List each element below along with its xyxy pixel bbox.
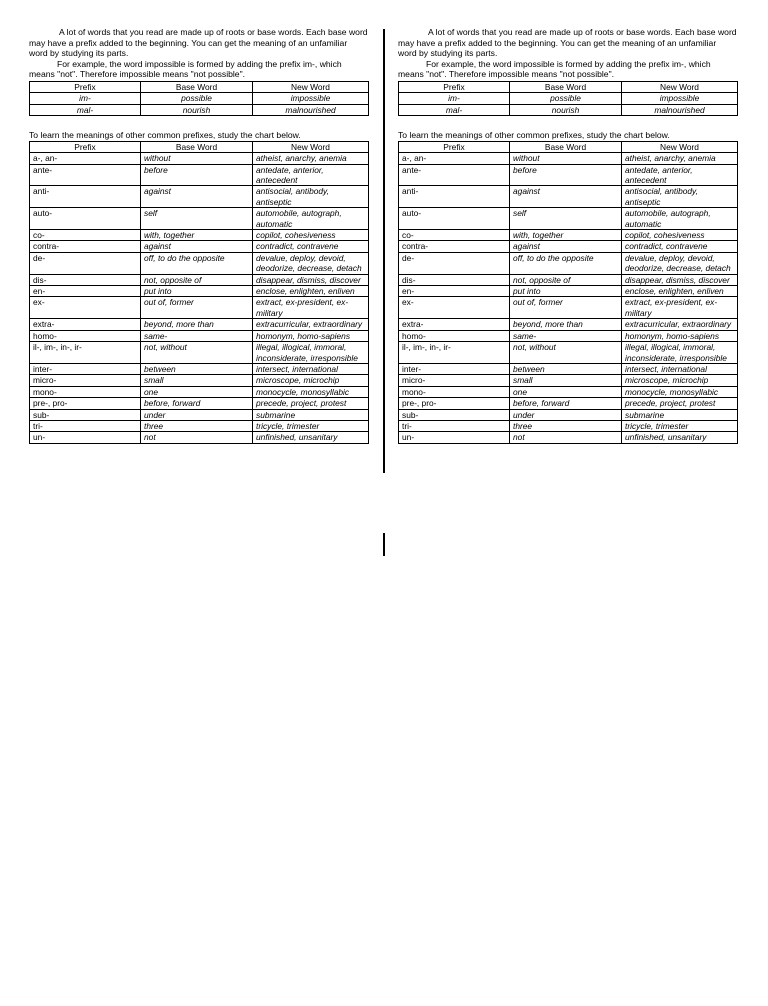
base-word-cell: possible [510,93,622,104]
base-word-cell: beyond, more than [510,319,622,330]
base-word-cell: one [141,386,253,397]
new-word-cell: tricycle, trimester [622,420,738,431]
new-word-cell: atheist, anarchy, anemia [622,153,738,164]
base-word-cell: with, together [510,230,622,241]
chart-intro: To learn the meanings of other common prefixes, study the chart below. [29,130,301,141]
new-word-cell: homonym, homo-sapiens [622,330,738,341]
new-word-cell: tricycle, trimester [253,420,369,431]
prefix-row [30,386,369,397]
header-new-word: New Word [253,81,369,92]
prefix-cell: a-, an- [399,153,510,164]
prefix-cell: inter- [30,363,141,374]
prefix-row [399,330,738,341]
header-base-word: Base Word [141,81,253,92]
base-word-cell: before [141,164,253,186]
example-table-body [399,93,738,116]
base-word-cell: same- [141,330,253,341]
base-word-cell: under [510,409,622,420]
prefix-cell: micro- [30,375,141,386]
base-word-cell: not, opposite of [141,274,253,285]
prefix-row [30,409,369,420]
base-word-cell: against [510,186,622,208]
prefix-cell: de- [399,252,510,274]
prefix-cell: anti- [399,186,510,208]
base-word-cell: beyond, more than [141,319,253,330]
base-word-cell: nourish [141,104,253,115]
base-word-cell: without [510,153,622,164]
header-new-word: New Word [622,81,738,92]
base-word-cell: before, forward [510,398,622,409]
base-word-cell: against [141,186,253,208]
prefix-row [399,286,738,297]
new-word-cell: extract, ex-president, ex-military [253,297,369,319]
prefix-row [30,432,369,443]
new-word-cell: contradict, contravene [253,241,369,252]
new-word-cell: malnourished [622,104,738,115]
prefix-cell: homo- [30,330,141,341]
prefix-cell: mono- [30,386,141,397]
prefix-cell: sub- [399,409,510,420]
header-prefix: Prefix [30,81,141,92]
base-word-cell: without [141,153,253,164]
new-word-cell: automobile, autograph, automatic [622,208,738,230]
cut-mark-line [383,533,385,556]
prefix-cell: contra- [30,241,141,252]
prefix-row [30,241,369,252]
prefix-cell: mal- [30,104,141,115]
base-word-cell: three [510,420,622,431]
prefix-cell: mal- [399,104,510,115]
new-word-cell: antisocial, antibody, antiseptic [253,186,369,208]
prefix-row [399,398,738,409]
prefix-cell: mono- [399,386,510,397]
table-header-row [399,81,738,92]
new-word-cell: disappear, dismiss, discover [622,274,738,285]
prefix-cell: co- [399,230,510,241]
new-word-cell: automobile, autograph, automatic [253,208,369,230]
base-word-cell: between [141,363,253,374]
prefix-cell: dis- [30,274,141,285]
new-word-cell: contradict, contravene [622,241,738,252]
new-word-cell: microscope, microchip [253,375,369,386]
intro-paragraph-1: A lot of words that you read are made up of roots or base words. Each base word may have a prefix added to the beginning. You can get the meaning of an unfamiliar word by studying its parts. [29,27,368,59]
prefix-row [30,186,369,208]
prefix-cell: extra- [30,319,141,330]
prefix-cell: homo- [399,330,510,341]
new-word-cell: precede, project, protest [622,398,738,409]
prefix-cell: sub- [30,409,141,420]
example-row [30,104,369,115]
prefix-row [399,375,738,386]
prefix-row [30,286,369,297]
prefix-cell: auto- [30,208,141,230]
new-word-cell: extracurricular, extraordinary [253,319,369,330]
base-word-cell: self [141,208,253,230]
prefix-cell: micro- [399,375,510,386]
prefix-cell: ex- [399,297,510,319]
base-word-cell: with, together [141,230,253,241]
header-new-word: New Word [253,141,369,152]
prefix-cell: un- [30,432,141,443]
prefix-row [30,398,369,409]
prefix-row [30,164,369,186]
header-prefix: Prefix [399,141,510,152]
prefix-cell: il-, im-, in-, ir- [399,342,510,364]
prefix-row [30,375,369,386]
prefix-cell: pre-, pro- [399,398,510,409]
new-word-cell: disappear, dismiss, discover [253,274,369,285]
prefix-cell: dis- [399,274,510,285]
new-word-cell: unfinished, unsanitary [622,432,738,443]
new-word-cell: atheist, anarchy, anemia [253,153,369,164]
base-word-cell: one [510,386,622,397]
base-word-cell: not [510,432,622,443]
chart-intro: To learn the meanings of other common prefixes, study the chart below. [398,130,670,141]
base-word-cell: not, without [510,342,622,364]
new-word-cell: impossible [253,93,369,104]
prefix-cell: im- [399,93,510,104]
prefix-cell: de- [30,252,141,274]
header-prefix: Prefix [399,81,510,92]
intro-paragraph-2: For example, the word impossible is formed by adding the prefix im-, which means "not". Therefore impossible means "not possible". [398,58,711,80]
table-header-row [399,141,738,152]
example-table [29,81,369,116]
base-word-cell: off, to do the opposite [510,252,622,274]
prefix-row [30,274,369,285]
prefix-table [29,141,369,444]
new-word-cell: submarine [253,409,369,420]
base-word-cell: self [510,208,622,230]
prefix-cell: im- [30,93,141,104]
prefix-cell: un- [399,432,510,443]
new-word-cell: antedate, anterior, antecedent [253,164,369,186]
prefix-table-body [399,153,738,444]
base-word-cell: against [510,241,622,252]
prefix-row [399,153,738,164]
header-base-word: Base Word [141,141,253,152]
prefix-cell: inter- [399,363,510,374]
base-word-cell: nourish [510,104,622,115]
prefix-cell: a-, an- [30,153,141,164]
prefix-row [399,297,738,319]
base-word-cell: not [141,432,253,443]
prefix-row [399,363,738,374]
new-word-cell: antedate, anterior, antecedent [622,164,738,186]
header-base-word: Base Word [510,81,622,92]
base-word-cell: out of, former [141,297,253,319]
base-word-cell: possible [141,93,253,104]
new-word-cell: monocycle, monosyllabic [622,386,738,397]
prefix-row [399,230,738,241]
base-word-cell: between [510,363,622,374]
prefix-row [30,297,369,319]
base-word-cell: three [141,420,253,431]
base-word-cell: not, without [141,342,253,364]
prefix-row [399,319,738,330]
prefix-row [30,230,369,241]
prefix-cell: pre-, pro- [30,398,141,409]
new-word-cell: intersect, international [622,363,738,374]
new-word-cell: antisocial, antibody, antiseptic [622,186,738,208]
example-row [399,93,738,104]
base-word-cell: before [510,164,622,186]
header-prefix: Prefix [30,141,141,152]
new-word-cell: extracurricular, extraordinary [622,319,738,330]
new-word-cell: copilot, cohesiveness [253,230,369,241]
prefix-row [399,252,738,274]
left-column [29,27,368,444]
new-word-cell: illegal, illogical, immoral, inconsiderate, irresponsible [253,342,369,364]
new-word-cell: devalue, deploy, devoid, deodorize, decrease, detach [622,252,738,274]
prefix-cell: anti- [30,186,141,208]
prefix-cell: ex- [30,297,141,319]
prefix-row [30,342,369,364]
base-word-cell: small [510,375,622,386]
example-row [399,104,738,115]
prefix-cell: tri- [30,420,141,431]
column-divider-line [383,29,385,473]
new-word-cell: enclose, enlighten, enliven [622,286,738,297]
prefix-cell: contra- [399,241,510,252]
intro-paragraph-2: For example, the word impossible is formed by adding the prefix im-, which means "not". Therefore impossible means "not possible". [29,58,342,80]
new-word-cell: monocycle, monosyllabic [253,386,369,397]
prefix-cell: tri- [399,420,510,431]
base-word-cell: small [141,375,253,386]
base-word-cell: under [141,409,253,420]
new-word-cell: extract, ex-president, ex-military [622,297,738,319]
prefix-row [30,208,369,230]
prefix-cell: extra- [399,319,510,330]
prefix-table [398,141,738,444]
prefix-row [399,164,738,186]
example-row [30,93,369,104]
table-header-row [30,81,369,92]
prefix-cell: en- [30,286,141,297]
base-word-cell: before, forward [141,398,253,409]
new-word-cell: malnourished [253,104,369,115]
intro-paragraph-1: A lot of words that you read are made up of roots or base words. Each base word may have a prefix added to the beginning. You can get the meaning of an unfamiliar word by studying its parts. [398,27,737,59]
header-base-word: Base Word [510,141,622,152]
prefix-table-body [30,153,369,444]
prefix-row [30,330,369,341]
new-word-cell: impossible [622,93,738,104]
prefix-row [30,153,369,164]
prefix-row [399,241,738,252]
new-word-cell: homonym, homo-sapiens [253,330,369,341]
header-new-word: New Word [622,141,738,152]
new-word-cell: copilot, cohesiveness [622,230,738,241]
prefix-row [30,319,369,330]
new-word-cell: illegal, illogical, immoral, inconsiderate, irresponsible [622,342,738,364]
prefix-row [399,186,738,208]
prefix-cell: en- [399,286,510,297]
prefix-cell: ante- [399,164,510,186]
base-word-cell: against [141,241,253,252]
new-word-cell: enclose, enlighten, enliven [253,286,369,297]
prefix-row [399,386,738,397]
prefix-row [399,420,738,431]
new-word-cell: microscope, microchip [622,375,738,386]
base-word-cell: put into [510,286,622,297]
base-word-cell: not, opposite of [510,274,622,285]
new-word-cell: intersect, international [253,363,369,374]
example-table-body [30,93,369,116]
base-word-cell: put into [141,286,253,297]
prefix-row [399,432,738,443]
prefix-row [399,274,738,285]
prefix-cell: auto- [399,208,510,230]
new-word-cell: unfinished, unsanitary [253,432,369,443]
prefix-row [30,252,369,274]
prefix-cell: ante- [30,164,141,186]
example-table [398,81,738,116]
base-word-cell: off, to do the opposite [141,252,253,274]
base-word-cell: out of, former [510,297,622,319]
table-header-row [30,141,369,152]
new-word-cell: devalue, deploy, devoid, deodorize, decrease, detach [253,252,369,274]
prefix-row [30,363,369,374]
new-word-cell: precede, project, protest [253,398,369,409]
new-word-cell: submarine [622,409,738,420]
prefix-row [399,409,738,420]
prefix-cell: il-, im-, in-, ir- [30,342,141,364]
prefix-row [30,420,369,431]
base-word-cell: same- [510,330,622,341]
prefix-row [399,342,738,364]
right-column [398,27,737,444]
prefix-row [399,208,738,230]
prefix-cell: co- [30,230,141,241]
